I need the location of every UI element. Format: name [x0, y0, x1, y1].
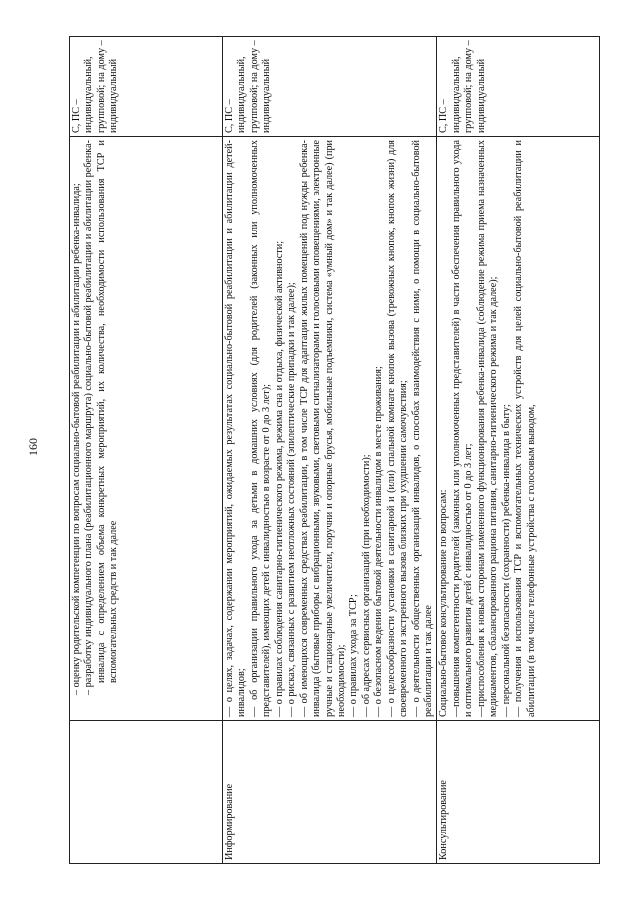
conditions-text: С, ПС – индивидуальный, групповой; на дому – индивидуальный — [71, 40, 120, 133]
content-line: — о рисках, связанных с развитием неотложных состояний (эпилептические припадки и так далее); — [286, 282, 298, 717]
conditions-text: С, ПС – индивидуальный, групповой; на дому – индивидуальный — [438, 40, 487, 133]
content-line: – оценку родительской компетенции по вопросам социально-бытовой реабилитации и абилитации ребенка-инвалида; — [71, 183, 82, 695]
content-line: —повышения компетентности родителей (законных или уполномоченных представителей) в части обеспечения правильного ухода и оптимального развития детей с инвалидностью от 0 до 3 лет; — [450, 140, 475, 717]
rehabilitation-table — [69, 36, 600, 864]
table-row — [70, 37, 223, 864]
content-cell — [223, 137, 437, 721]
content-line: — получения и использования ТСР и вспомогательных технических устройств для целей социально-бытовой реабилитации и абилитации (в том числе телефонные устройства с голосовым выводом, — [513, 140, 537, 717]
content-line: — о правилах ухода за ТСР; — [348, 594, 360, 717]
content-line: – разработку индивидуального плана (реабилитационного маршрута) социально-бытовой реабилитации и абилитации ребенка-инвалида с определением объема конкретных мероприятий, их количества, необходимости использования ТСР и вспомогательных средств и так далее — [83, 140, 120, 695]
content-line: — об организации правильного ухода за детьми в домашних условиях (для родителей (законных или уполномоченных представителей), имеющих детей с инвалидностью в возрасте от 0 до 3 лет); — [248, 140, 273, 717]
content-line: — о правилах соблюдения санитарно-гигиенического режима, режима сна и отдыха, физической активности; — [273, 240, 285, 717]
content-line: — об адресах сервисных организаций (при необходимости); — [360, 454, 372, 717]
form-cell: Консультирование — [437, 721, 600, 864]
content-line: — о безопасном ведении бытовой деятельности инвалидом в месте проживания; — [373, 366, 385, 717]
table-row — [223, 37, 437, 864]
conditions-cell — [437, 37, 600, 137]
page-number: 160 — [26, 438, 40, 456]
content-line: — об имеющихся современных средствах реабилитации, в том числе ТСР для адаптации жилых помещений под нужды ребенка-инвалида (бытовые приборы с вибрационными, звуковыми, световыми сигнализаторами и голосовыми оповещениями, электронные ручные и стационарные увеличители, поручни и опорные брусья, мобильные подъемники, система «умный дом» и так далее) (при необходимости); — [298, 140, 347, 717]
content-line: — о деятельности общественных организаций инвалидов, о способах взаимодействия с ними, о помощи в социально-бытовой реабилитации и так далее — [410, 140, 434, 717]
content-line: — о целесообразности установки в санитарной и (или) спальной комнате кнопок вызова (тревожных кнопок, кнопок жизни) для своевременного и экстренного вызова близких при ухудшении самочувствия; — [385, 140, 410, 717]
conditions-cell — [70, 37, 223, 137]
form-cell: Информирование — [223, 721, 437, 864]
content-line: Социально-бытовое консультирование по вопросам: — [438, 489, 450, 717]
form-cell — [70, 721, 223, 864]
table-row — [437, 37, 600, 864]
conditions-text: С, ПС – индивидуальный, групповой; на дому – индивидуальный — [224, 40, 273, 133]
content-line: —приспособления к новым сторонам измененного функционирования ребенка-инвалида (соблюдение режима приема назначенных медикаментов, сбалансированного рациона питания, санитарно-гигиенического режима и так далее); — [475, 140, 500, 717]
conditions-cell — [223, 37, 437, 137]
content-cell — [70, 137, 223, 721]
content-cell — [437, 137, 600, 721]
content-line: — персональной безопасности (сохранности) ребенка-инвалида в быту; — [500, 404, 512, 717]
content-line: — о целях, задачах, содержании мероприятий, ожидаемых результатах социально-бытовой реабилитации и абилитации детей-инвалидов; — [224, 140, 248, 717]
